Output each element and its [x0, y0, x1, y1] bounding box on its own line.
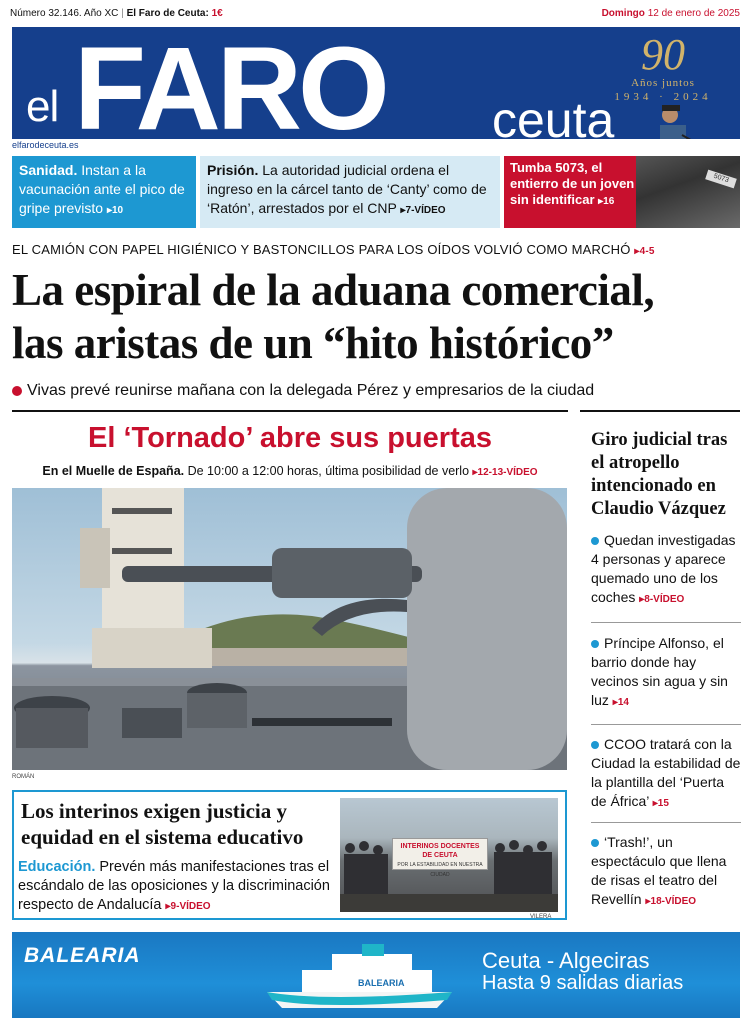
- education-headline: Los interinos exigen justicia y equidad en el sistema educativo: [21, 799, 304, 849]
- anniversary-number: 90: [641, 30, 685, 79]
- education-body: Prevén más manifestaciones tras el escándalo de las oposiciones y la discriminación respecto de Andalucía: [18, 859, 330, 913]
- photo-credit: VILERA: [530, 914, 552, 920]
- item-text: CCOO tratará con la Ciudad la estabilidad de la plantilla del ‘Puerta de África’: [591, 736, 741, 809]
- ad-frequency: Hasta 9 salidas diarias: [482, 972, 684, 994]
- tornado-headline[interactable]: El ‘Tornado’ abre sus puertas: [88, 422, 492, 454]
- education-text: [18, 858, 336, 916]
- bullet-icon: [591, 741, 599, 749]
- ferry-icon: [262, 942, 462, 1012]
- page-ref: ▸14: [612, 697, 629, 708]
- headline-line-2: las aristas de un “hito histórico”: [12, 318, 614, 368]
- divider: [591, 822, 741, 823]
- masthead-faro: FARO: [74, 27, 386, 139]
- divider: [580, 410, 740, 412]
- lead-kicker: [12, 242, 655, 257]
- divider: [591, 724, 741, 725]
- headline-line-1: La espiral de la aduana comercial,: [12, 265, 655, 315]
- banner-line-2: DE CEUTA: [422, 852, 458, 859]
- teaser-tumba[interactable]: [504, 156, 740, 228]
- anniversary-badge: [608, 30, 718, 103]
- protest-banner: [392, 838, 488, 878]
- warship-photo[interactable]: [12, 488, 567, 770]
- lead-subhead: [12, 382, 594, 400]
- page-ref: ▸15: [652, 798, 669, 809]
- lead-headline[interactable]: [12, 264, 742, 370]
- price: 1€: [211, 8, 223, 19]
- page-ref: ▸12-13-VÍDEO: [472, 467, 538, 478]
- teaser-section: Prisión.: [207, 162, 259, 178]
- bullet-icon: [591, 640, 599, 648]
- tornado-lead: [12, 464, 568, 478]
- item-text: Príncipe Alfonso, el barrio donde hay vecinos sin agua y sin luz: [591, 635, 728, 708]
- page-ref: ▸4-5: [634, 246, 655, 257]
- item-text: ‘Trash!’, un espectáculo que llena de risas el teatro del Revellín: [591, 834, 727, 907]
- issue-date: [602, 8, 740, 19]
- divider: [591, 622, 741, 623]
- bullet-icon: [12, 386, 22, 396]
- page-ref: ▸10: [106, 205, 124, 216]
- right-column-item[interactable]: [591, 531, 741, 609]
- right-column-item[interactable]: [591, 735, 741, 813]
- tornado-lead-text: De 10:00 a 12:00 horas, última posibilidad de verlo: [187, 464, 470, 478]
- bullet-icon: [591, 537, 599, 545]
- right-column-item[interactable]: [591, 634, 741, 712]
- grave-plate: 5073: [705, 170, 737, 189]
- teaser-text: Tumba 5073, el entierro de un joven sin identificar: [510, 160, 635, 207]
- tornado-lead-bold: En el Muelle de España.: [42, 464, 185, 478]
- balearia-ad[interactable]: [12, 932, 740, 1018]
- right-column-headline[interactable]: Giro judicial tras el atropello intencionado en Claudio Vázquez: [591, 430, 728, 519]
- page-ref: ▸9-VÍDEO: [165, 901, 211, 912]
- teaser-text-block: [510, 160, 638, 210]
- subhead-text: Vivas prevé reunirse mañana con la delegada Pérez y empresarios de la ciudad: [27, 382, 595, 399]
- teaser-section: Sanidad.: [19, 162, 78, 178]
- banner-line-3: POR LA ESTABILIDAD EN NUESTRA CIUDAD: [397, 862, 483, 878]
- ship-name: BALEARIA: [358, 978, 405, 988]
- education-section: Educación.: [18, 859, 96, 875]
- photo-credit: ROMÁN: [12, 774, 35, 780]
- education-story[interactable]: [12, 790, 567, 920]
- anniversary-text: Años juntos: [631, 77, 695, 89]
- right-column-item[interactable]: [591, 833, 741, 911]
- warship-illustration: [12, 488, 567, 770]
- masthead-ceuta: ceuta: [492, 92, 615, 139]
- protest-photo: [340, 798, 558, 912]
- worker-photo-cutout: [632, 95, 740, 139]
- teaser-text: Instan a la vacunación ante el pico de gripe previsto: [19, 162, 185, 216]
- issue-number: Número 32.146. Año XC: [10, 8, 119, 19]
- issue-date-text: 12 de enero de 2025: [647, 8, 740, 19]
- teaser-sanidad[interactable]: [12, 156, 196, 228]
- paper-name: El Faro de Ceuta:: [126, 8, 209, 19]
- anniversary-years: 1934 · 2024: [614, 91, 712, 103]
- grave-photo: [636, 156, 740, 228]
- page-ref: ▸8-VÍDEO: [639, 594, 685, 605]
- page-ref: ▸18-VÍDEO: [645, 896, 697, 907]
- divider: [12, 410, 568, 412]
- website-url[interactable]: elfarodeceuta.es: [12, 140, 79, 150]
- masthead-el: el: [26, 82, 59, 131]
- page-ref: ▸7-VÍDEO: [400, 205, 446, 216]
- ad-route: Ceuta - Algeciras: [482, 948, 650, 973]
- banner-line-1: INTERINOS DOCENTES: [400, 843, 480, 850]
- masthead[interactable]: [12, 27, 740, 139]
- teaser-prision[interactable]: [200, 156, 500, 228]
- bullet-icon: [591, 839, 599, 847]
- issue-day: Domingo: [601, 8, 645, 19]
- teaser-text: La autoridad judicial ordena el ingreso en la cárcel tanto de ‘Canty’ como de ‘Ratón’, arrestados por el CNP: [207, 162, 487, 216]
- item-text: Quedan investigadas 4 personas y aparece quemado uno de los coches: [591, 532, 736, 605]
- ad-brand: BALEARIA: [24, 944, 141, 967]
- top-bar: Número 32.146. Año XC | El Faro de Ceuta: 1€ Domingo 12 de enero de 2025: [10, 8, 740, 19]
- kicker-text: EL CAMIÓN CON PAPEL HIGIÉNICO Y BASTONCILLOS PARA LOS OÍDOS VOLVIÓ COMO MARCHÓ: [12, 242, 631, 257]
- page-ref: ▸16: [598, 196, 615, 207]
